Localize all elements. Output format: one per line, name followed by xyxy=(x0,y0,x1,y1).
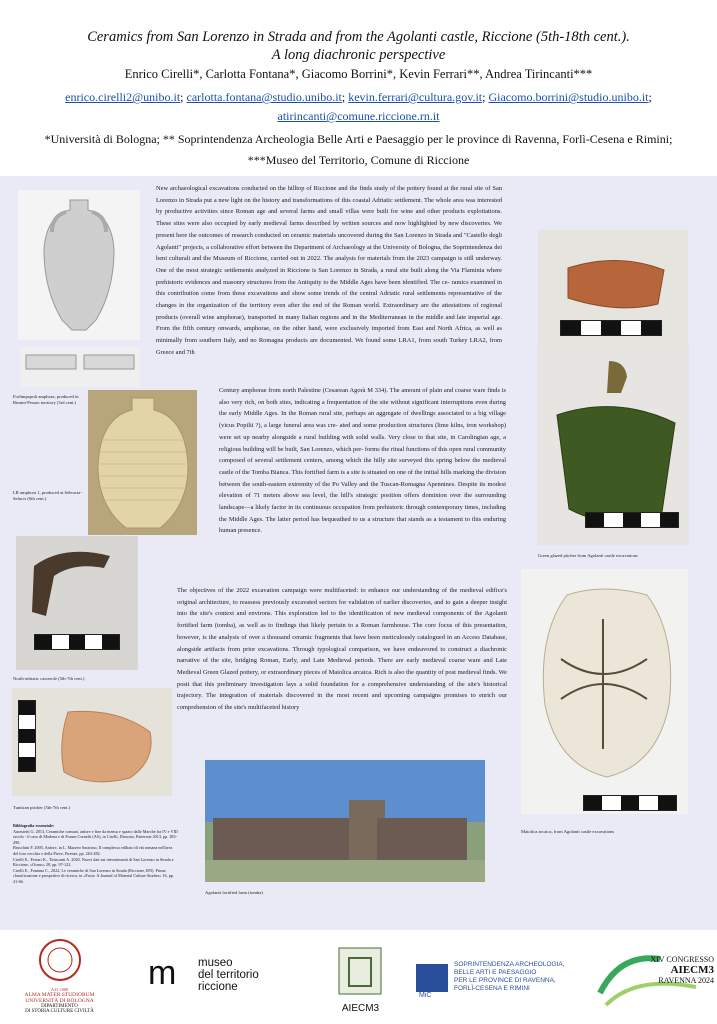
bibliography-entry: Bruschini F. 2005, Anfore, in L. Mazzeo Saracino, Il complesso edilizio di età romana nell'area del foro vecchio e della Pieve, Firenze, pp. 263-282. xyxy=(13,845,173,856)
maiolica-arcaica-photo xyxy=(521,569,688,814)
poster-title xyxy=(10,28,707,64)
email-link-ferrari[interactable]: kevin.ferrari@cultura.gov.it xyxy=(348,90,483,104)
unibo-name-line-1: ALMA MATER STUDIORUM xyxy=(24,992,95,998)
caption-lr-amphora: LR amphora 1, produced at Seleucia-Selucis (6th cent.) xyxy=(13,490,82,501)
affiliations xyxy=(10,129,707,171)
caption-agolanti-farm: Agolanti fortified farm (tomba) xyxy=(205,890,263,895)
museo-m-icon: m xyxy=(148,954,177,992)
email-link-borrini[interactable]: Giacomo.borrini@studio.unibo.it xyxy=(488,90,649,104)
bibliography-entry: Aurastetti G. 2013, Ceramiche comuni, anfore e fine da mensa e spazio dalle Marche fra IV e VIII secolo - il caso di Modena e di Forum Cornelii (AS), in Cirelli, Diosono, Patterson 2013, pp. 283-290. xyxy=(13,828,178,845)
museo-line-2: del territorio xyxy=(198,969,259,981)
sopr-line-4: FORLÌ-CESENA E RIMINI xyxy=(454,985,530,992)
sopr-line-3: PER LE PROVINCE DI RAVENNA, xyxy=(454,977,556,984)
email-link-cirelli[interactable]: enrico.cirelli2@unibo.it xyxy=(65,90,181,104)
sopr-line-1: SOPRINTENDENZA ARCHEOLOGIA, xyxy=(454,961,565,968)
unibo-logo xyxy=(12,938,107,1014)
bibliography-entry: Cirelli E., Ferrari K., Tirincanti A. 2020, Nuovi dati sui rinvenimenti di San Lorenzo in Strada a Riccione, «Ocnus» 28, pp. 97-122. xyxy=(13,856,174,868)
forlimpopoli-amphora-photo xyxy=(18,190,140,340)
scale-bar-pitcher xyxy=(18,700,36,772)
bibliography-heading: Bibliografia essenziale: xyxy=(13,823,55,828)
sopr-line-2: BELLE ARTI E PAESAGGIO xyxy=(454,969,537,976)
caption-tunisian-pitcher: Tunisian pitcher (5th-7th cent.) xyxy=(13,805,71,810)
affiliation-line-2: ***Museo del Territorio, Comune di Riccione xyxy=(247,153,470,167)
aiecm3-logo xyxy=(333,946,388,1014)
unibo-seal-icon xyxy=(38,938,82,982)
aiecm3-label: AIECM3 xyxy=(341,1003,380,1014)
unibo-name-line-2: UNIVERSITÀ DI BOLOGNA xyxy=(25,998,94,1004)
scale-bar-casserole xyxy=(34,634,120,650)
scale-bar-maiolica xyxy=(583,795,677,811)
email-link-fontana[interactable]: carlotta.fontana@studio.unibo.it xyxy=(186,90,342,104)
congress-line-2: AIECM3 xyxy=(670,964,714,976)
unibo-dept-line-2: DI STORIA CULTURE CIVILTÀ xyxy=(25,1009,94,1014)
bibliography xyxy=(13,823,178,885)
unibo-dept-line-1: DIPARTIMENTO xyxy=(41,1004,78,1009)
mic-label: MiC xyxy=(419,992,432,999)
authors: Enrico Cirelli*, Carlotta Fontana*, Giacomo Borrini*, Kevin Ferrari**, Andrea Tirincanti*** xyxy=(124,67,593,81)
congress-line-3: RAVENNA 2024 xyxy=(658,976,714,985)
museo-line-3: riccione xyxy=(198,981,238,993)
poster-header xyxy=(0,0,717,176)
abstract-paragraph-1: New archaeological excavations conducted on the hilltop of Riccione and the finds study of the pottery found at the rural site of San Lorenzo in Strada put a new light on the history and transformations of this coastal Adriatic settlement. The whole area was interested by productive activities since Roman age and several farms and small villas were built for wine and other products exploitations. These sites were also occupied by early medieval farms described by written sources and now highlighted by new discoveries. We present here the outcomes of research conducted on ceramic materials uncovered during the San Lorenzo in Strada and "Castello degli Agolanti" projects, a collaborative effort between the Department of Archaeology at the University of Bologna, the Soprintendenza dei beni culturali and the Museum of Riccione, carried out in 2022. The analysis for materials from the 2023 campaign is still underway. One of the most strategic settlements analyzed in Riccione is San Lorenzo in Strada, a rural site built along the Via Flaminia where prehistoric evidences and masonry structures from the Antiquity to the Middle Ages have been identified. The ce- ramics examined in this contribution come from these excavations and show some trends of the central Adriatic rural settlements representative of the changes in the organization of the territory even after the end of the Roman world. Extraordinary are the attestations of regional products (overall wine amphorae), transported in many Italian regions and in the Mediterranean in the middle and late imperial age. From the fifth century onwards, amphorae, on the other hand, were exclusively imported from East and North Africa, as well as minimally from southern Italy, and no Romagna products are documented. We found some LRA1, from south Turkey LRA2, from Greece and 7th xyxy=(156,185,502,356)
abstract-paragraph-3: The objectives of the 2022 excavation campaign were multifaceted: to enhance our understanding of the medieval edifice's original architecture, to reassess previously excavated sectors for validation of earlier discoveries, and to gain a deeper insight into the site's context and environs. This exploration led to the identification of new medieval components of the Agolanti fortified farm (tomba), as well as to findings that likely pertain to a Roman farmhouse. The core focus of this presentation, however, is the analysis of over a thousand ceramic fragments that have been meticulously catalogued in an Access Database, alongside artifacts from prior excavations. Through typological comparison, we have endeavored to construct a diachronic narrative of the site, bridging Roman, Early, and Late Medieval periods. There are early medieval coarse ware and Late Medieval Green Glazed pottery, or extraordinary pieces of Maiolica arcaica. Rich is also the quantity of post medieval finds. We posit that this preliminary investigation lays a solid foundation for a comprehensive understanding of the site's historical trajectory. The integration of materials discovered in the most recent and upcoming campaigns promises to enrich our comprehension of the site's multifaceted history xyxy=(177,587,507,712)
amphora-stamp-photo xyxy=(20,347,140,387)
caption-maiolica: Maiolica arcaica, from Agolanti castle excavations xyxy=(521,829,615,834)
scale-bar-green-pitcher xyxy=(585,512,679,528)
affiliation-line-1: *Università di Bologna; ** Soprintendenza Archeologia Belle Arti e Paesaggio per le province di Ravenna, Forlì-Cesena e Rimini; xyxy=(44,132,673,146)
title-line-1: Ceramics from San Lorenzo in Strada and from the Agolanti castle, Riccione (5th-18th cent.). xyxy=(87,29,630,45)
title-line-2: A long diachronic perspective xyxy=(271,47,446,63)
lr-amphora-photo xyxy=(88,390,197,535)
caption-green-glazed: Green glazed pitcher from Agolanti castle excavations xyxy=(538,553,638,558)
tunisian-pitcher-photo xyxy=(12,688,172,796)
abstract-paragraph-2: Century amphorae from north Palestine (Cesarean Agorà M 334). The amount of plain and coarse ware finds is also very rich, on both sites, indicating a frequentation of the site without significant interruptions even during the early Middle Ages. In the Roman rural site, perhaps an aggregate of dwellings associated to a big village (vicus Popilii ?), a large funeral area was cre- ated and some production structures (lime kilns, iron workshop) were set up nearby alongside a rural building with solid walls. Very close to that site, in Carolingian age, a religious building will be built, San Lorenzo, which per- forms the ritual functions of this open rural community composed of several settlement centers, among which the hilly site surveyed this spring below the medieval castle of the Tomba Bianca. This fortified farm is a site is situated on one of the initial hills marking the division between the south-eastern extremity of the Po Valley and the Tuscan-Romagna Apennines. Despite its modest elevation of 71 meters above sea level, the hill's strategic position offers dominion over the surrounding landscape—a likely factor in its continuous occupation from prehistoric through contemporary times, including the Middle Ages. The latter period has bequeathed to us a structure that stands as a testament to this enduring human presence. xyxy=(219,387,506,535)
congress-line-1: XIV CONGRESSO xyxy=(650,955,714,964)
scale-bar-testel xyxy=(560,320,662,336)
bibliography-entry: Cirelli E., Fontana C., 2022, Le ceramiche di San Lorenzo in Strada (Riccione, RN). Prima classificazione e prospettive di ricerca, in «Facta. A Journal of Material Culture Studies» 16, pp. 41-66. xyxy=(13,867,174,884)
museo-line-1: museo xyxy=(198,957,233,969)
email-list: enrico.cirelli2@unibo.it; carlotta.fontana@studio.unibo.it; kevin.ferrari@cultura.gov.it; Giacomo.borrini@studio.unibo.it; atirincanti@comune.riccione.rn.it xyxy=(65,90,652,123)
caption-casserole: North-adriatic casserole (5th-7th cent.) xyxy=(13,676,85,681)
caption-forlimpopoli-amphora: Forlimpopoli amphora, produced in Rimini-Pesaro territory (3rd cent.) xyxy=(13,394,79,405)
agolanti-fortified-farm-photo xyxy=(205,760,485,882)
aiecm3-emblem-icon xyxy=(333,946,388,998)
unibo-seal-year: A.D. 1088 xyxy=(51,987,68,992)
email-link-tirincanti[interactable]: atirincanti@comune.riccione.rn.it xyxy=(277,109,440,123)
